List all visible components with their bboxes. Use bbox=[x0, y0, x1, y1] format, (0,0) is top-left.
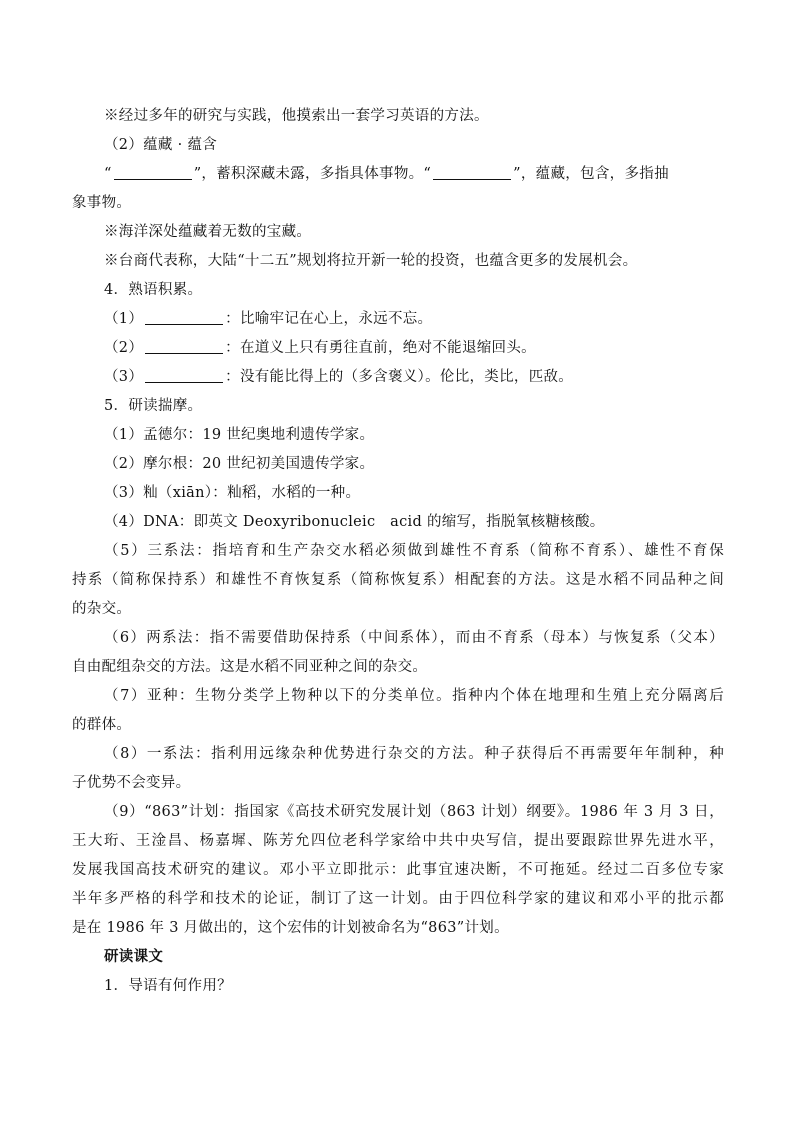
idiom-item: （2） ：在道义上只有勇往直前，绝对不能退缩回头。 bbox=[104, 340, 536, 356]
section-heading: 4．熟语积累。 bbox=[104, 282, 203, 298]
fill-blank bbox=[145, 368, 223, 383]
text-line: 是在 1986 年 3 月做出的，这个宏伟的计划被命名为“863”计划。 bbox=[72, 920, 509, 936]
example-sentence: ※经过多年的研究与实践，他摸索出一套学习英语的方法。 bbox=[104, 108, 489, 124]
idiom-item: （1） ：比喻牢记在心上，永远不忘。 bbox=[104, 311, 433, 327]
note-item: （7）亚种：生物分类学上物种以下的分类单位。指种内个体在地理和生殖上充分隔离后 bbox=[104, 688, 724, 704]
fill-blank bbox=[114, 165, 192, 180]
text-line: 的群体。 bbox=[72, 717, 132, 733]
text-line: 王大珩、王淦昌、杨嘉墀、陈芳允四位老科学家给中共中央写信，提出要跟踪世界先进水平， bbox=[72, 833, 724, 849]
note-item: （1）孟德尔：19 世纪奥地利遗传学家。 bbox=[104, 427, 375, 443]
note-item: （8）一系法：指利用远缘杂种优势进行杂交的方法。种子获得后不再需要年年制种，种 bbox=[104, 746, 724, 762]
text-line: 自由配组杂交的方法。这是水稻不同亚种之间的杂交。 bbox=[72, 659, 428, 675]
text-line: 象事物。 bbox=[72, 195, 132, 211]
text-line: 半年多严格的科学和技术的论证，制订了这一计划。由于四位科学家的建议和邓小平的批示都 bbox=[72, 891, 724, 907]
example-sentence: ※海洋深处蕴藏着无数的宝藏。 bbox=[104, 224, 312, 240]
question-item: 1．导语有何作用？ bbox=[104, 978, 232, 994]
section-heading: 5．研读揣摩。 bbox=[104, 398, 203, 414]
example-sentence: ※台商代表称，大陆“十二五”规划将拉开新一轮的投资，也蕴含更多的发展机会。 bbox=[104, 253, 638, 269]
text-line: 的杂交。 bbox=[72, 601, 132, 617]
fill-blank bbox=[145, 310, 223, 325]
word-pair-explanation: “ ”，蓄积深藏未露，多指具体事物。“ ”，蕴藏，包含，多指抽 bbox=[104, 166, 669, 182]
note-item: （5）三系法：指培育和生产杂交水稻必须做到雄性不育系（简称不育系）、雄性不育保 bbox=[104, 543, 724, 559]
section-title: 研读课文 bbox=[104, 948, 164, 965]
text-line: 持系（简称保持系）和雄性不育恢复系（简称恢复系）相配套的方法。这是水稻不同品种之间 bbox=[72, 572, 724, 588]
note-item: （9）“863”计划：指国家《高技术研究发展计划（863 计划）纲要》。1986 年 3 月 3 日， bbox=[104, 804, 724, 820]
text-line: 子优势不会变异。 bbox=[72, 775, 191, 791]
note-item: （3）籼（xiān）：籼稻，水稻的一种。 bbox=[104, 485, 361, 501]
fill-blank bbox=[433, 165, 511, 180]
note-item: （6）两系法：指不需要借助保持系（中间系体），而由不育系（母本）与恢复系（父本） bbox=[104, 630, 724, 646]
note-item: （4）DNA：即英文 Deoxyribonucleic acid 的缩写，指脱氧核糖核酸。 bbox=[104, 514, 605, 530]
idiom-item: （3） ：没有能比得上的（多含褒义）。伦比，类比，匹敌。 bbox=[104, 369, 574, 385]
note-item: （2）摩尔根：20 世纪初美国遗传学家。 bbox=[104, 456, 375, 472]
fill-blank bbox=[145, 339, 223, 354]
text-line: 发展我国高技术研究的建议。邓小平立即批示：此事宜速决断，不可拖延。经过二百多位专家 bbox=[72, 862, 724, 878]
word-pair-heading: （2）蕴藏 · 蕴含 bbox=[104, 137, 218, 153]
